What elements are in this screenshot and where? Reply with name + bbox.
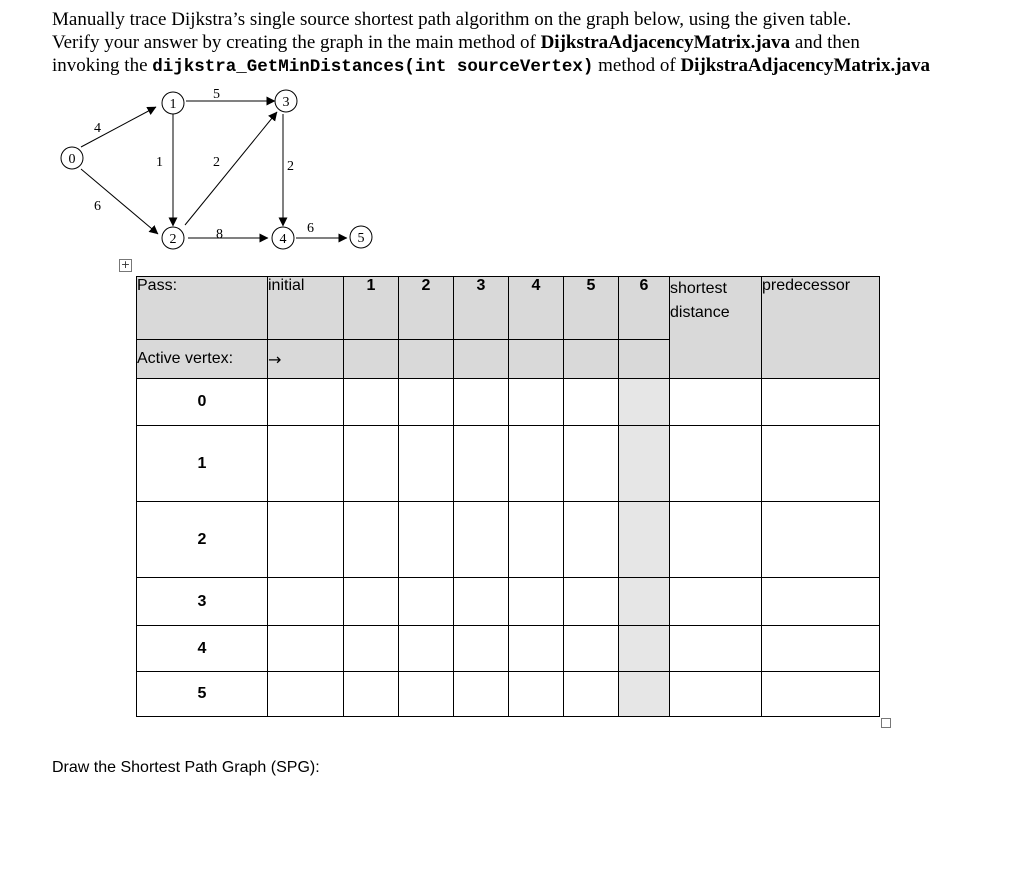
dijkstra-trace-table xyxy=(136,276,880,717)
table-cell[interactable] xyxy=(762,379,880,426)
table-cell[interactable] xyxy=(268,502,344,578)
table-cell[interactable] xyxy=(619,379,670,426)
node-5-label: 5 xyxy=(357,231,365,246)
table-cell[interactable] xyxy=(268,626,344,672)
table-cell[interactable] xyxy=(454,578,509,626)
node-3-label: 3 xyxy=(282,95,290,110)
active-vertex-arrow: → xyxy=(268,340,344,379)
table-cell[interactable] xyxy=(564,426,619,502)
instructions-line-2-prefix: Verify your answer by creating the graph in the main method of xyxy=(52,32,541,53)
node-4 xyxy=(272,227,294,249)
table-cell[interactable] xyxy=(509,578,564,626)
instructions-line-2 xyxy=(52,31,1012,54)
column-header-1: 1 xyxy=(344,277,399,340)
weight-0-2: 6 xyxy=(94,199,101,214)
weight-1-2: 1 xyxy=(156,155,163,170)
column-header-5: 5 xyxy=(564,277,619,340)
weight-2-4: 8 xyxy=(216,227,223,242)
table-cell[interactable] xyxy=(344,626,399,672)
table-cell[interactable] xyxy=(454,502,509,578)
table-cell[interactable] xyxy=(399,426,454,502)
table-cell[interactable] xyxy=(344,578,399,626)
table-cell[interactable] xyxy=(619,502,670,578)
table-cell[interactable] xyxy=(454,672,509,717)
table-row xyxy=(137,426,880,502)
table-cell[interactable] xyxy=(670,672,762,717)
table-cell[interactable] xyxy=(268,672,344,717)
weight-1-3: 5 xyxy=(213,87,220,102)
java-file-name: DijkstraAdjacencyMatrix.java xyxy=(540,32,791,53)
edge-2-3 xyxy=(185,112,277,225)
weight-0-1: 4 xyxy=(94,121,101,136)
active-vertex-label: Active vertex: xyxy=(137,340,268,379)
table-cell[interactable] xyxy=(344,379,399,426)
table-cell[interactable] xyxy=(509,502,564,578)
table-cell[interactable] xyxy=(454,426,509,502)
table-cell[interactable] xyxy=(268,578,344,626)
instructions xyxy=(52,8,1012,79)
instructions-line-3-prefix: invoking the xyxy=(52,55,153,76)
table-resize-handle[interactable] xyxy=(881,718,891,728)
pass-header: Pass: xyxy=(137,277,268,340)
column-header-2: 2 xyxy=(399,277,454,340)
row-label-4: 4 xyxy=(137,626,268,672)
column-header-6: 6 xyxy=(619,277,670,340)
table-cell[interactable] xyxy=(670,379,762,426)
table-cell[interactable] xyxy=(619,626,670,672)
node-4-label: 4 xyxy=(279,232,287,247)
table-cell[interactable] xyxy=(454,626,509,672)
instructions-line-3 xyxy=(52,54,1012,79)
table-move-handle[interactable]: + xyxy=(120,258,131,271)
table-cell[interactable] xyxy=(344,426,399,502)
initial-header: initial xyxy=(268,277,344,340)
shortest-distance-header: shortest distance xyxy=(670,277,762,379)
node-1-label: 1 xyxy=(169,97,177,112)
java-file-name-2: DijkstraAdjacencyMatrix.java xyxy=(680,55,931,76)
table-cell[interactable] xyxy=(509,379,564,426)
edge-0-1 xyxy=(81,107,156,147)
row-label-0: 0 xyxy=(137,379,268,426)
table-cell[interactable] xyxy=(344,672,399,717)
table-cell[interactable] xyxy=(564,502,619,578)
row-label-2: 2 xyxy=(137,502,268,578)
instructions-line-2-suffix: and then xyxy=(790,32,860,53)
column-header-3: 3 xyxy=(454,277,509,340)
table-row xyxy=(137,626,880,672)
table-cell[interactable] xyxy=(762,672,880,717)
table-cell[interactable] xyxy=(399,502,454,578)
table-cell[interactable] xyxy=(670,426,762,502)
node-2 xyxy=(162,227,184,249)
node-0 xyxy=(61,147,83,169)
table-cell[interactable] xyxy=(670,626,762,672)
table-cell[interactable] xyxy=(564,379,619,426)
node-0-label: 0 xyxy=(68,152,76,167)
table-cell[interactable] xyxy=(619,426,670,502)
row-label-3: 3 xyxy=(137,578,268,626)
table-cell[interactable] xyxy=(399,379,454,426)
table-row xyxy=(137,502,880,578)
table-cell[interactable] xyxy=(564,626,619,672)
active-vertex-cell[interactable] xyxy=(509,340,564,379)
table-cell[interactable] xyxy=(762,626,880,672)
table-cell[interactable] xyxy=(399,626,454,672)
table-cell[interactable] xyxy=(399,578,454,626)
weighted-graph-diagram xyxy=(0,80,400,260)
weight-4-5: 6 xyxy=(307,221,314,236)
table-cell[interactable] xyxy=(509,626,564,672)
edge-0-2 xyxy=(81,169,158,234)
table-cell[interactable] xyxy=(619,578,670,626)
table-cell[interactable] xyxy=(454,379,509,426)
active-vertex-cell[interactable] xyxy=(564,340,619,379)
node-1 xyxy=(162,92,184,114)
row-label-5: 5 xyxy=(137,672,268,717)
table-cell[interactable] xyxy=(344,502,399,578)
table-header-row xyxy=(137,277,880,340)
method-signature: dijkstra_GetMinDistances(int sourceVertex) xyxy=(152,57,594,77)
table-row xyxy=(137,578,880,626)
row-label-1: 1 xyxy=(137,426,268,502)
table-cell[interactable] xyxy=(762,502,880,578)
active-vertex-cell[interactable] xyxy=(399,340,454,379)
active-vertex-cell[interactable] xyxy=(454,340,509,379)
table-cell[interactable] xyxy=(564,578,619,626)
table-cell[interactable] xyxy=(564,672,619,717)
instructions-line-3-middle: method of xyxy=(593,55,681,76)
table-cell[interactable] xyxy=(670,578,762,626)
table-cell[interactable] xyxy=(268,379,344,426)
active-vertex-cell[interactable] xyxy=(619,340,670,379)
table-cell[interactable] xyxy=(509,672,564,717)
instructions-line-1: Manually trace Dijkstra’s single source shortest path algorithm on the graph below, using the given table. xyxy=(52,9,852,30)
predecessor-header: predecessor xyxy=(762,277,880,379)
weight-2-3: 2 xyxy=(213,155,220,170)
table-cell[interactable] xyxy=(670,502,762,578)
table-cell[interactable] xyxy=(619,672,670,717)
column-header-4: 4 xyxy=(509,277,564,340)
table-cell[interactable] xyxy=(268,426,344,502)
table-cell[interactable] xyxy=(762,578,880,626)
node-5 xyxy=(350,226,372,248)
table-row xyxy=(137,672,880,717)
table-cell[interactable] xyxy=(399,672,454,717)
node-2-label: 2 xyxy=(169,232,177,247)
spg-prompt: Draw the Shortest Path Graph (SPG): xyxy=(52,759,320,776)
node-3 xyxy=(275,90,297,112)
weight-3-4: 2 xyxy=(287,159,294,174)
table-row xyxy=(137,379,880,426)
active-vertex-cell[interactable] xyxy=(344,340,399,379)
table-cell[interactable] xyxy=(509,426,564,502)
table-cell[interactable] xyxy=(762,426,880,502)
